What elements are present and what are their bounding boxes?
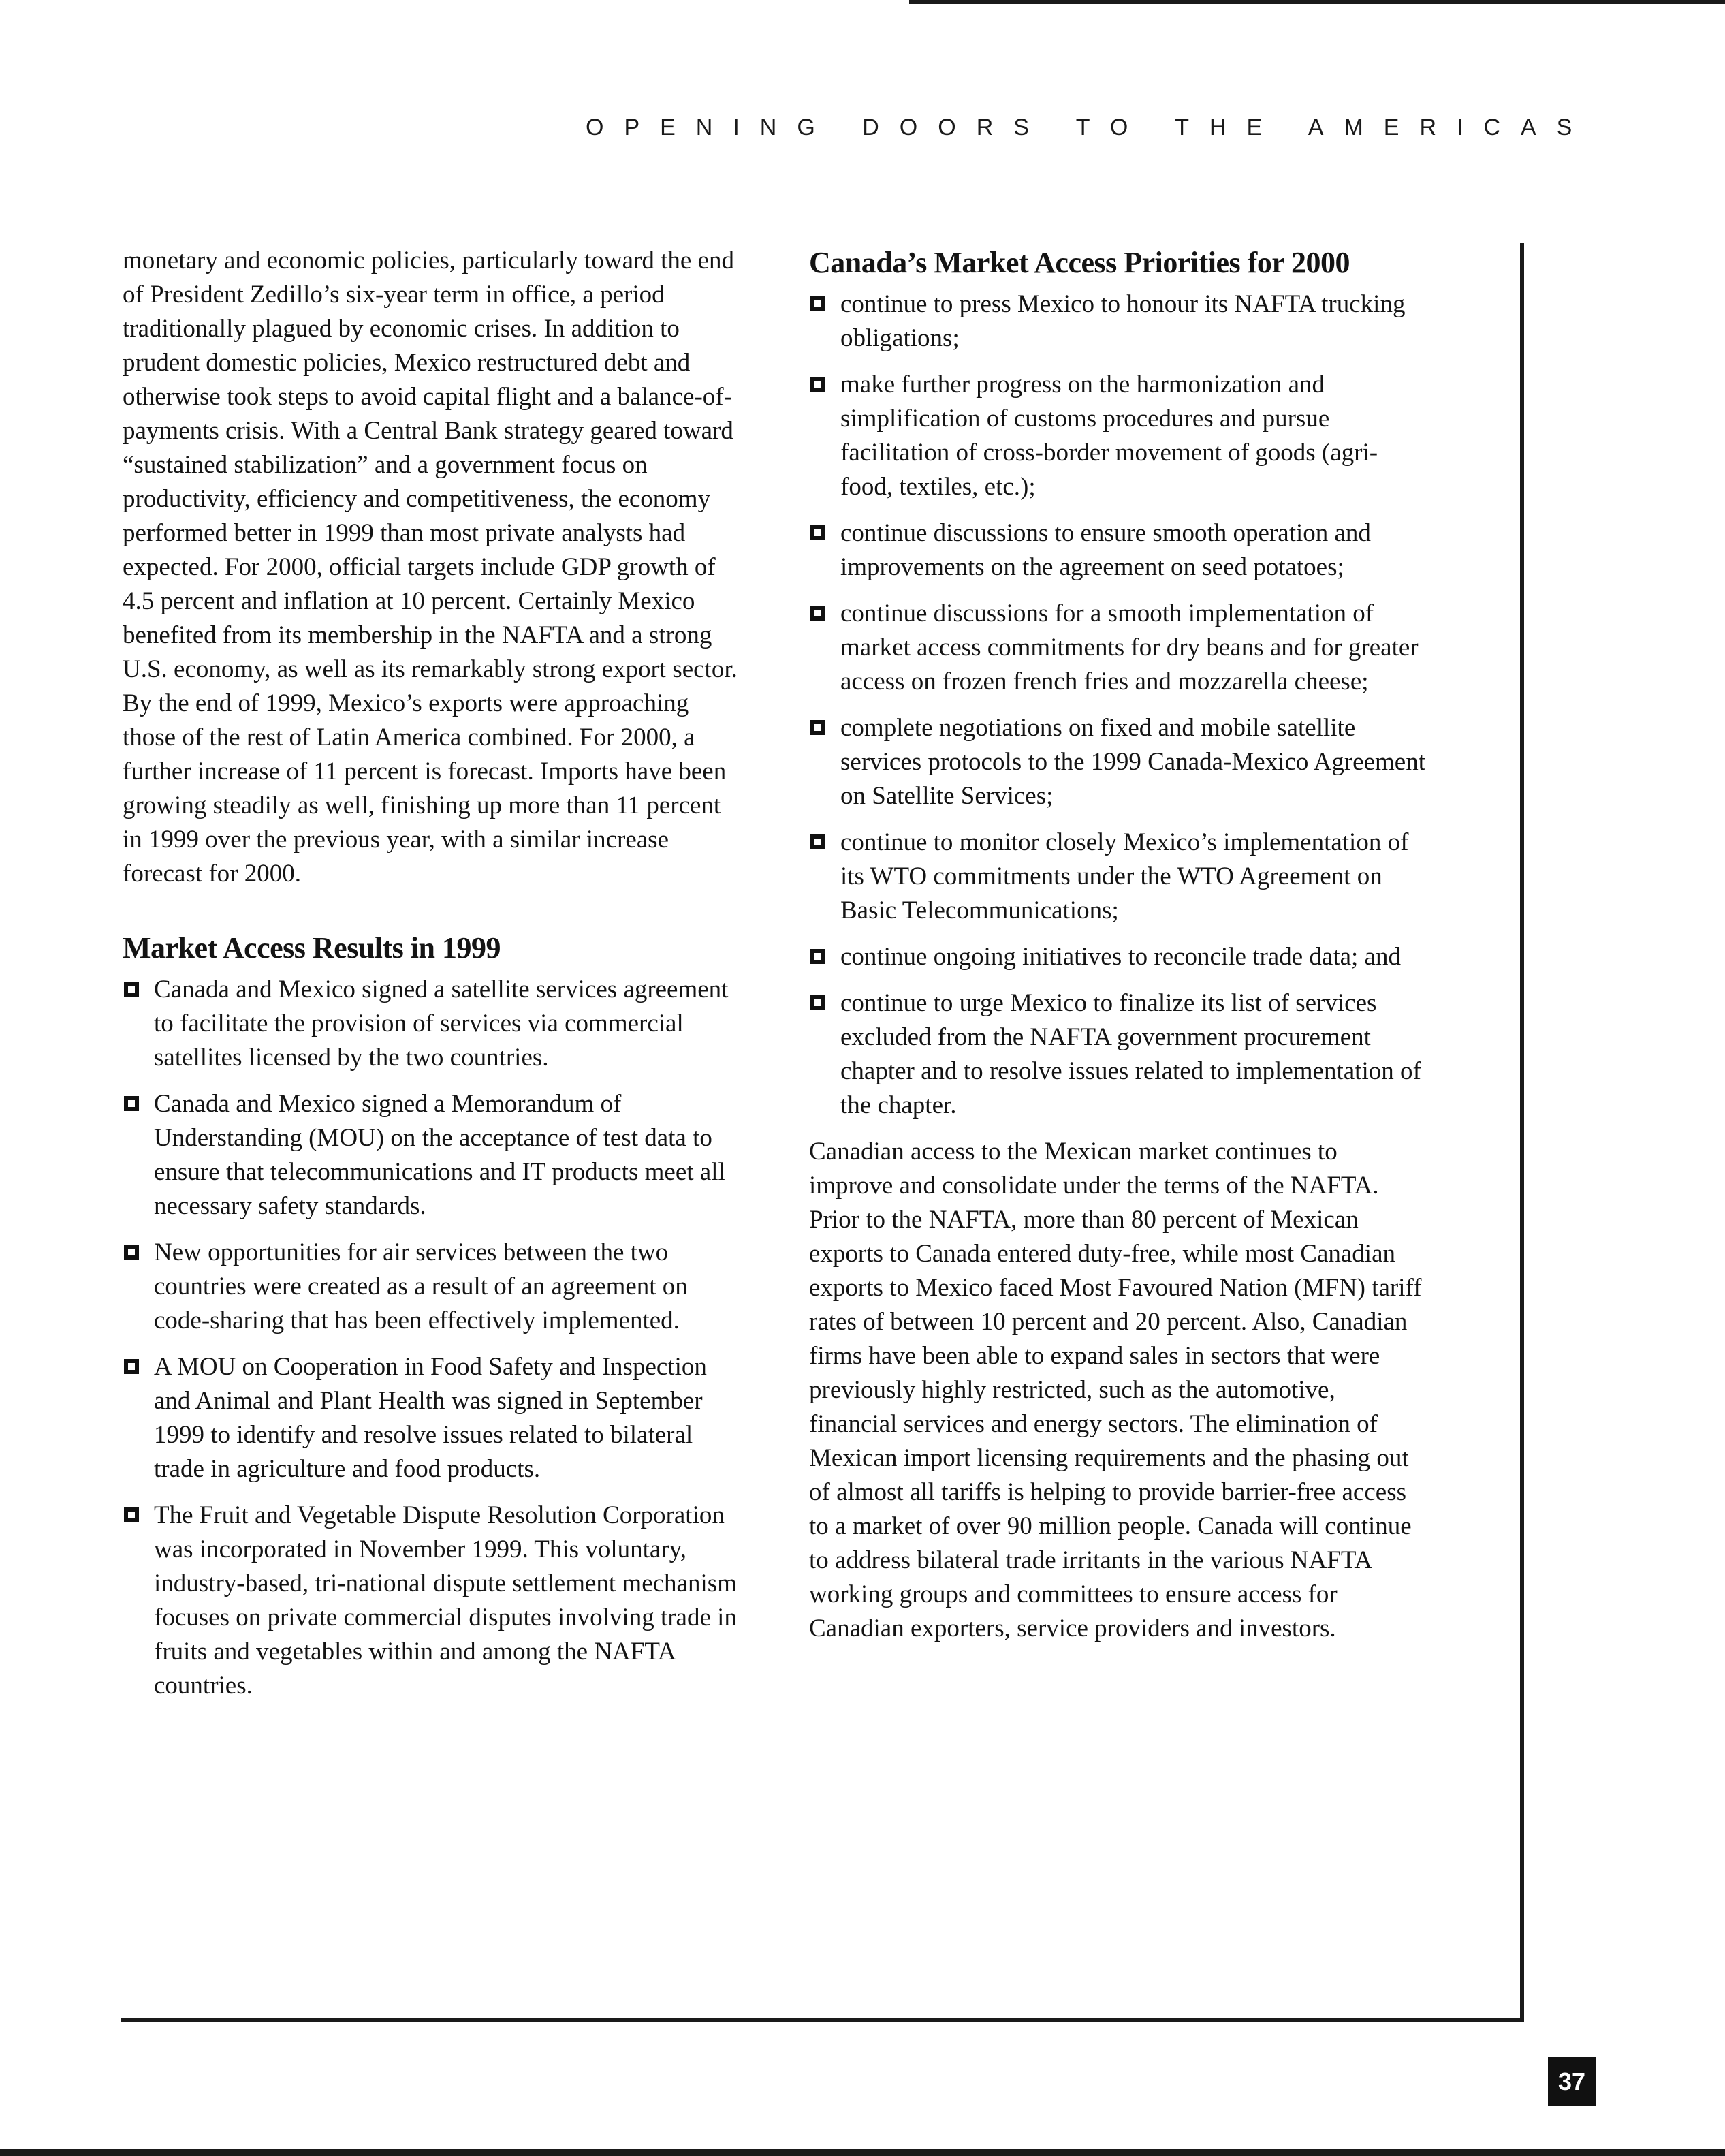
list-item: [123, 973, 746, 1075]
square-bullet-icon: [810, 296, 825, 311]
list-item-text: continue discussions to ensure smooth operation and improvements on the agreement on seed potatoes;: [840, 519, 1371, 581]
list-item: [809, 368, 1425, 504]
square-bullet-icon: [124, 1359, 139, 1374]
list-item: [809, 597, 1425, 699]
list-item-text: continue to urge Mexico to finalize its list of services excluded from the NAFTA government procurement chapter and to resolve issues related to implementation of the chapter.: [840, 989, 1421, 1119]
square-bullet-icon: [810, 949, 825, 964]
square-bullet-icon: [810, 525, 825, 540]
results-list: [123, 973, 746, 1703]
square-bullet-icon: [810, 720, 825, 735]
list-item-text: complete negotiations on fixed and mobile satellite services protocols to the 1999 Canada-Mexico Agreement on Satellite Services;: [840, 714, 1425, 810]
top-rule: [909, 0, 1725, 4]
square-bullet-icon: [810, 995, 825, 1010]
list-item: [809, 940, 1425, 974]
list-item: [123, 1087, 746, 1223]
list-item: [809, 711, 1425, 813]
left-column: [123, 244, 746, 1715]
list-item-text: continue to press Mexico to honour its NAFTA trucking obligations;: [840, 290, 1406, 352]
bottom-edge-rule: [0, 2149, 1725, 2156]
list-item-text: continue ongoing initiatives to reconcile trade data; and: [840, 943, 1401, 971]
closing-paragraph: Canadian access to the Mexican market continues to improve and consolidate under the terms of the NAFTA. Prior to the NAFTA, more than 80 percent of Mexican exports to Canada entered duty-free, while most Canadian exports to Mexico faced Most Favoured Nation (MFN) tariff rates of between 10 percent and 20 percent. Also, Canadian firms have been able to expand sales in sectors that were previously highly restricted, such as the automotive, financial services and energy sectors. The elimination of Mexican import licensing requirements and the phasing out of almost all tariffs is helping to provide barrier-free access to a market of over 90 million people. Canada will continue to address bilateral trade irritants in the various NAFTA working groups and committees to ensure access for Canadian exporters, service providers and investors.: [809, 1138, 1422, 1642]
list-item: [809, 986, 1425, 1123]
list-item-text: New opportunities for air services between the two countries were created as a result of an agreement on code-sharing that has been effectively implemented.: [154, 1238, 688, 1334]
square-bullet-icon: [810, 834, 825, 849]
list-item: [123, 1236, 746, 1338]
list-item: [809, 516, 1425, 584]
list-item-text: A MOU on Cooperation in Food Safety and Inspection and Animal and Plant Health was signed in September 1999 to identify and resolve issues related to bilateral trade in agriculture and food products.: [154, 1353, 707, 1483]
square-bullet-icon: [124, 1245, 139, 1260]
results-heading: Market Access Results in 1999: [123, 931, 501, 965]
intro-paragraph: monetary and economic policies, particularly toward the end of President Zedillo’s six-year term in office, a period traditionally plagued by economic crises. In addition to prudent domestic policies, Mexico restructured debt and otherwise took steps to avoid capital flight and a balance-of-payments crisis. With a Central Bank strategy geared toward “sustained stabilization” and a government focus on productivity, efficiency and competitiveness, the economy performed better in 1999 than most private analysts had expected. For 2000, official targets include GDP growth of 4.5 percent and inflation at 10 percent. Certainly Mexico benefited from its membership in the NAFTA and a strong U.S. economy, as well as its remarkably strong export sector. By the end of 1999, Mexico’s exports were approaching those of the rest of Latin America combined. For 2000, a further increase of 11 percent is forecast. Imports have been growing steadily as well, finishing up more than 11 percent in 1999 over the previous year, with a similar increase forecast for 2000.: [123, 247, 738, 888]
right-column: [809, 244, 1425, 1646]
list-item: [123, 1499, 746, 1703]
list-item-text: Canada and Mexico signed a Memorandum of Understanding (MOU) on the acceptance of test data to ensure that telecommunications and IT products meet all necessary safety standards.: [154, 1090, 725, 1220]
square-bullet-icon: [810, 606, 825, 621]
square-bullet-icon: [810, 377, 825, 392]
list-item: [809, 287, 1425, 356]
list-item-text: continue to monitor closely Mexico’s implementation of its WTO commitments under the WTO Agreement on Basic Telecommunications;: [840, 828, 1409, 924]
priorities-heading: Canada’s Market Access Priorities for 2000: [809, 246, 1350, 279]
list-item: [123, 1350, 746, 1486]
running-header: OPENING DOORS TO THE AMERICAS: [586, 114, 1593, 140]
bottom-rule: [121, 2018, 1524, 2022]
list-item-text: Canada and Mexico signed a satellite services agreement to facilitate the provision of services via commercial satellites licensed by the two countries.: [154, 975, 729, 1072]
page-number: 37: [1548, 2057, 1596, 2106]
column-rule: [1520, 243, 1524, 2022]
list-item: [809, 826, 1425, 928]
list-item-text: make further progress on the harmonization and simplification of customs procedures and pursue facilitation of cross-border movement of goods (agri-food, textiles, etc.);: [840, 371, 1378, 501]
list-item-text: The Fruit and Vegetable Dispute Resolution Corporation was incorporated in November 1999. This voluntary, industry-based, tri-national dispute settlement mechanism focuses on private commercial disputes involving trade in fruits and vegetables within and among the NAFTA countries.: [154, 1501, 737, 1700]
list-item-text: continue discussions for a smooth implementation of market access commitments for dry beans and for greater access on frozen french fries and mozzarella cheese;: [840, 599, 1419, 696]
square-bullet-icon: [124, 1096, 139, 1111]
square-bullet-icon: [124, 982, 139, 997]
priorities-list: [809, 287, 1425, 1123]
square-bullet-icon: [124, 1507, 139, 1522]
